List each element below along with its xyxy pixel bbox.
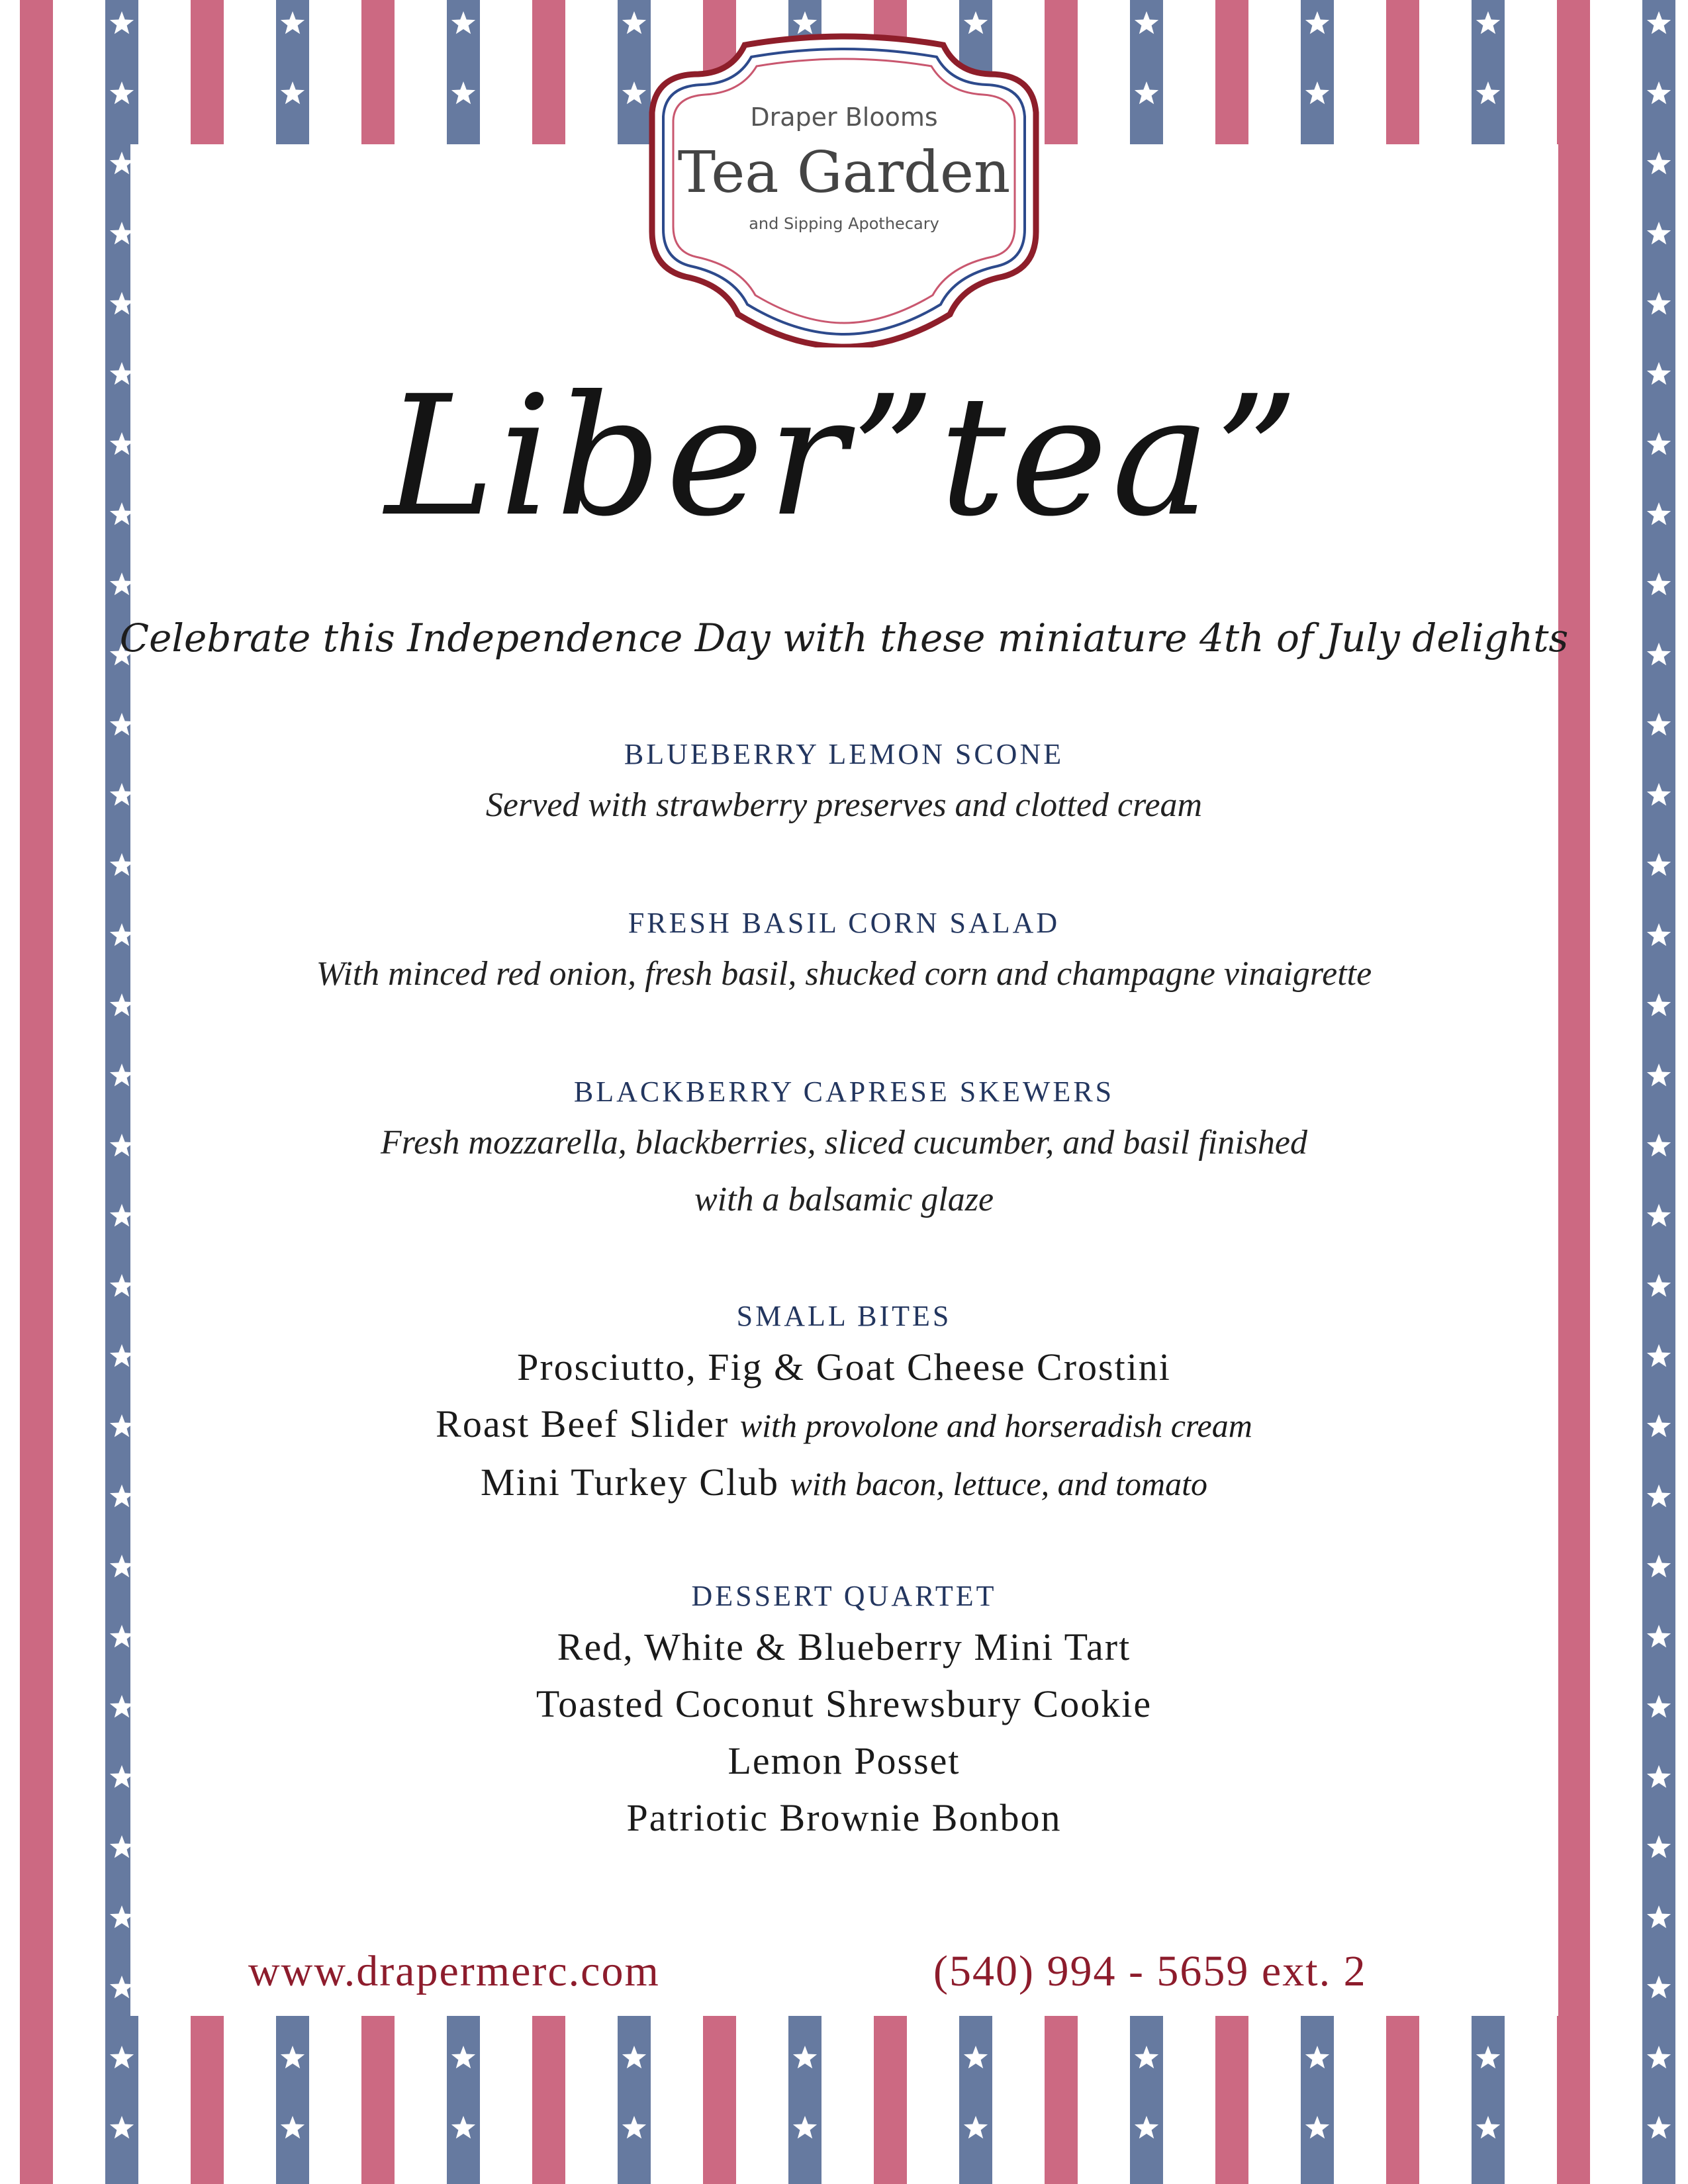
menu-item-name: Prosciutto, Fig & Goat Cheese Crostini [517, 1345, 1171, 1388]
section-heading: BLUEBERRY LEMON SCONE [624, 738, 1064, 770]
menu-item-name: Roast Beef Slider [436, 1402, 729, 1445]
menu-item-note: with bacon, lettuce, and tomato [790, 1465, 1207, 1502]
menu-item-name: Toasted Coconut Shrewsbury Cookie [536, 1682, 1152, 1725]
phone-number: (540) 994 - 5659 ext. 2 [933, 1947, 1367, 1995]
tagline: Celebrate this Independence Day with these miniature 4th of July delights [119, 615, 1569, 660]
menu-section-dessert [0, 1582, 1688, 1846]
page-title: Liber”tea” [385, 360, 1303, 553]
logo-line-1: Draper Blooms [750, 103, 938, 132]
logo-line-3: and Sipping Apothecary [749, 214, 939, 233]
menu-section-corn-salad [0, 909, 1688, 1003]
section-heading: SMALL BITES [736, 1300, 952, 1332]
section-description: With minced red onion, fresh basil, shucked corn and champagne vinaigrette [316, 955, 1372, 993]
menu-item-note: with provolone and horseradish cream [739, 1407, 1252, 1444]
menu-item [0, 1790, 1688, 1846]
website-link[interactable]: www.drapermerc.com [248, 1947, 660, 1995]
menu-item-name: Patriotic Brownie Bonbon [626, 1796, 1062, 1839]
menu-item [0, 1619, 1688, 1676]
menu-item [0, 1676, 1688, 1733]
menu-item [0, 1733, 1688, 1790]
section-description: Served with strawberry preserves and clotted cream [485, 786, 1203, 824]
section-heading: BLACKBERRY CAPRESE SKEWERS [573, 1075, 1115, 1108]
logo-line-2: Tea Garden [677, 140, 1011, 206]
tea-garden-logo [645, 33, 1043, 347]
menu-item [0, 1396, 1688, 1454]
menu-item-name: Red, White & Blueberry Mini Tart [557, 1625, 1131, 1668]
section-description: with a balsamic glaze [694, 1181, 994, 1218]
menu-item [0, 1454, 1688, 1512]
section-heading: FRESH BASIL CORN SALAD [628, 907, 1060, 939]
menu-item-name: Mini Turkey Club [481, 1461, 780, 1504]
section-heading: DESSERT QUARTET [691, 1580, 997, 1612]
section-description: Fresh mozzarella, blackberries, sliced cucumber, and basil finished [381, 1124, 1307, 1161]
menu-item [0, 1339, 1688, 1396]
menu-section-caprese [0, 1077, 1688, 1228]
menu-item-name: Lemon Posset [727, 1739, 961, 1782]
menu-section-small-bites [0, 1302, 1688, 1512]
menu-section-scone [0, 740, 1688, 834]
